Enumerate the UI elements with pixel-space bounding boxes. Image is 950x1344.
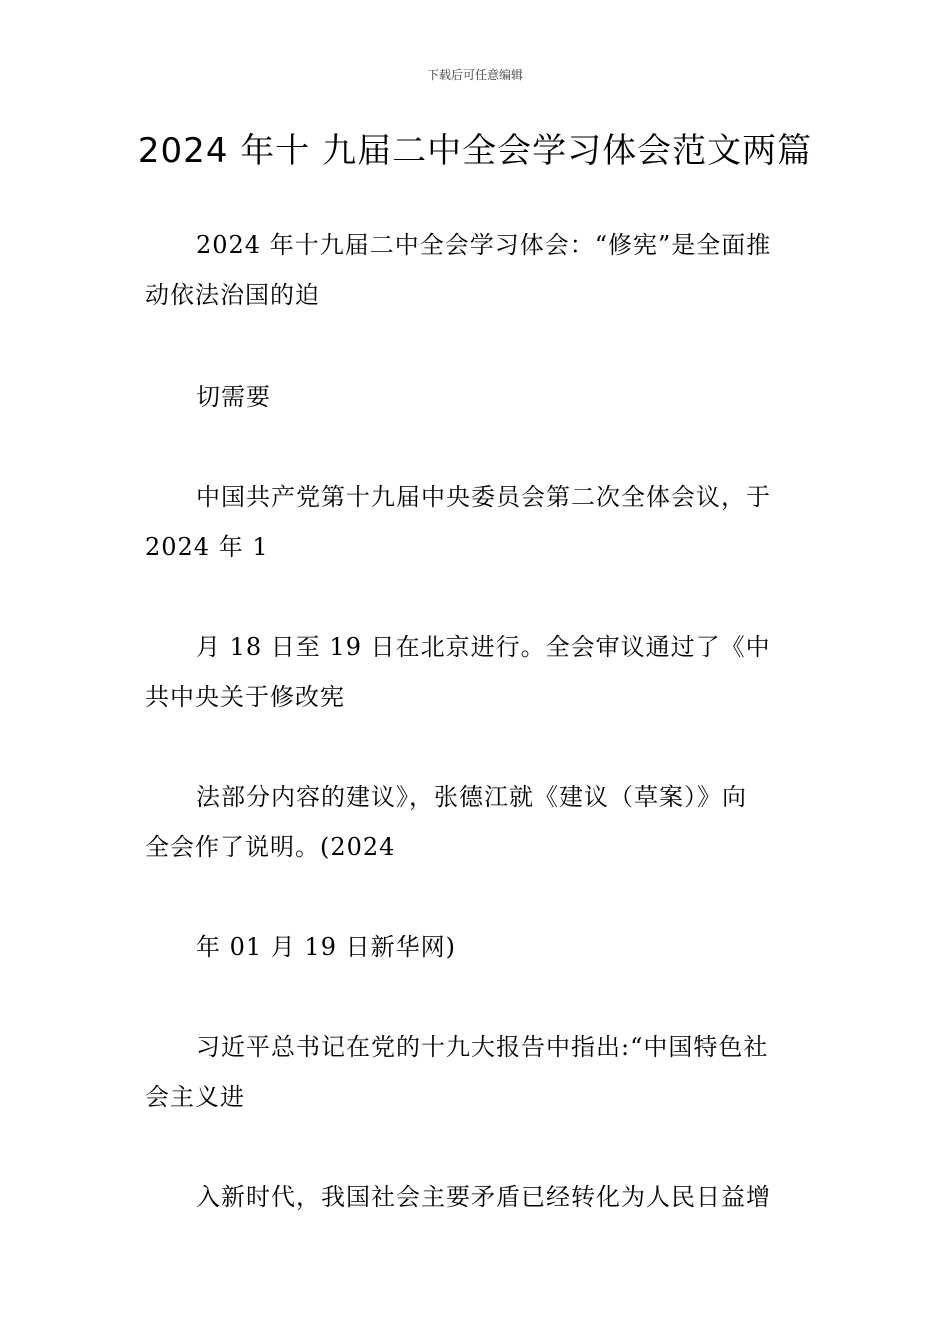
paragraph-line: 2024 年十九届二中全会学习体会：“修宪”是全面推 <box>196 231 772 259</box>
paragraph-line: 中国共产党第十九届中央委员会第二次全体会议，于 <box>196 483 771 511</box>
paragraph-1 <box>145 220 807 320</box>
paragraph-line: 动依法治国的迫 <box>145 281 320 309</box>
paragraph-4 <box>145 622 807 722</box>
paragraph-line: 入新时代，我国社会主要矛盾已经转化为人民日益增 <box>196 1183 771 1211</box>
paragraph-line: 2024 年 1 <box>145 533 269 561</box>
paragraph-8 <box>145 1172 807 1222</box>
paragraph-2 <box>145 372 807 422</box>
paragraph-line: 全会作了说明。(2024 <box>145 833 396 861</box>
paragraph-3 <box>145 472 807 572</box>
paragraph-line: 月 18 日至 19 日在北京进行。全会审议通过了《中 <box>196 633 771 661</box>
paragraph-7 <box>145 1022 807 1122</box>
paragraph-line: 共中央关于修改宪 <box>145 683 345 711</box>
paragraph-line: 会主义进 <box>145 1083 245 1111</box>
paragraph-line: 切需要 <box>196 383 271 411</box>
paragraph-6 <box>145 922 807 972</box>
paragraph-5 <box>145 772 807 872</box>
paragraph-line: 习近平总书记在党的十九大报告中指出:“中国特色社 <box>196 1033 769 1061</box>
paragraph-line: 年 01 月 19 日新华网) <box>196 933 456 961</box>
header-note: 下载后可任意编辑 <box>426 68 523 82</box>
paragraph-line: 法部分内容的建议》，张德江就《建议（草案）》向 <box>196 783 747 811</box>
document-title: 2024 年十 九届二中全会学习体会范文两篇 <box>137 131 813 171</box>
